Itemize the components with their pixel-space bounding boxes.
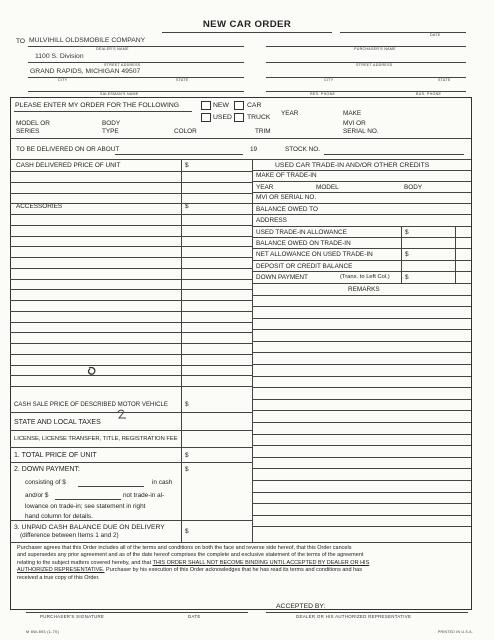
right-ruled-line: [252, 170, 471, 171]
remarks-ruled-line: [252, 376, 471, 377]
form-number: M 6W-893 (1-70): [26, 630, 60, 634]
remarks-ruled-line: [252, 434, 471, 435]
right-ruled-line: [252, 295, 471, 296]
stock-no-label: STOCK NO.: [285, 146, 321, 153]
serial-no-label: SERIAL NO.: [343, 128, 379, 135]
right-ruled-line: [252, 260, 471, 261]
delivered-year-prefix: 19: [250, 146, 258, 153]
dealer-city-value[interactable]: GRAND RAPIDS, MICHIGAN 49507: [30, 68, 141, 75]
remarks-ruled-line: [252, 480, 471, 481]
purchaser-street-caption: STREET ADDRESS: [356, 63, 393, 67]
accepted-by-label: ACCEPTED BY:: [276, 603, 326, 610]
right-ruled-line: [252, 203, 471, 204]
cash-sale-dollar: $: [185, 401, 189, 408]
color-label: COLOR: [174, 128, 197, 135]
make-label: MAKE: [343, 110, 362, 117]
left-ruled-line: [10, 343, 253, 344]
right-ruled-line: [252, 248, 471, 249]
purchaser-signature-caption: PURCHASER'S SIGNATURE: [40, 614, 105, 619]
left-section-line: [10, 462, 253, 463]
left-ruled-line: [10, 236, 253, 237]
right-ruled-line: [252, 214, 471, 215]
left-ruled-line: [10, 375, 253, 376]
right-ruled-line: [252, 271, 471, 272]
down-payment-right-dollar: $: [405, 274, 409, 281]
remarks-ruled-line: [252, 445, 471, 446]
remarks-ruled-line: [252, 364, 471, 365]
accessories-label: ACCESSORIES: [16, 203, 63, 210]
remarks-ruled-line: [252, 422, 471, 423]
left-section-line: [10, 412, 253, 413]
new-checkbox[interactable]: [201, 101, 211, 110]
mvi-or-label: MVI OR: [343, 120, 366, 127]
down-payment-right-note: (Trans. to Left Col.): [340, 274, 390, 280]
dealer-city-caption: CITY: [58, 78, 68, 82]
trade-mvi-label: MVI OR SERIAL NO.: [256, 194, 317, 201]
agreement-text: [17, 545, 469, 582]
left-ruled-line: [10, 300, 253, 301]
right-ruled-line: [252, 237, 471, 238]
truck-label: TRUCK: [247, 114, 271, 121]
new-label: NEW: [213, 102, 229, 109]
left-ruled-line: [10, 365, 253, 366]
make-of-trade-label: MAKE OF TRADE-IN: [256, 172, 317, 179]
deposit-label: DEPOSIT OR CREDIT BALANCE: [256, 263, 353, 270]
agreement-line-4b: Purchaser by his execution of this Order acknowledges that he has read its terms and conditions and has: [106, 567, 362, 574]
left-ruled-line: [10, 246, 253, 247]
left-ruled-line: [10, 203, 253, 204]
remarks-ruled-line: [252, 503, 471, 504]
printed-in-usa: PRINTED IN U.S.A.: [438, 630, 474, 634]
agreement-authorized-rep: AUTHORIZED REPRESENTATIVE.: [17, 567, 105, 574]
remarks-ruled-line: [252, 468, 471, 469]
and-or-label: and/or $: [25, 492, 49, 499]
net-allowance-dollar: $: [405, 251, 409, 258]
unpaid-balance-label: 3. UNPAID CASH BALANCE DUE ON DELIVERY: [14, 524, 165, 531]
net-allowance-label: NET ALLOWANCE ON USED TRADE-IN: [256, 251, 373, 258]
trade-model-label: MODEL: [316, 184, 339, 191]
license-fee-label: LICENSE, LICENSE TRANSFER, TITLE, REGISTRATION FEE: [14, 436, 178, 442]
model-or-label: MODEL OR: [16, 120, 50, 127]
left-ruled-line: [10, 257, 253, 258]
dealer-rep-caption: DEALER OR HIS AUTHORIZED REPRESENTATIVE: [296, 614, 412, 619]
remarks-ruled-line: [252, 457, 471, 458]
car-label: CAR: [247, 102, 262, 109]
left-ruled-line: [10, 193, 253, 194]
dealer-street-value[interactable]: 1100 S. Division: [35, 53, 84, 60]
purchaser-state-caption: STATE: [438, 78, 451, 82]
remarks-ruled-line: [252, 341, 471, 342]
address-label: ADDRESS: [256, 217, 287, 224]
body-label: BODY: [102, 120, 121, 127]
dealer-name-caption: DEALER'S NAME: [96, 47, 129, 51]
left-ruled-line: [10, 268, 253, 269]
remarks-ruled-line: [252, 387, 471, 388]
car-checkbox[interactable]: [234, 101, 244, 110]
left-ruled-line: [10, 171, 253, 172]
remarks-ruled-line: [252, 352, 471, 353]
pen-mark-o: [86, 366, 98, 376]
right-ruled-line: [252, 192, 471, 193]
left-ruled-line: [10, 289, 253, 290]
year-label: YEAR: [281, 110, 299, 117]
left-ruled-line: [10, 279, 253, 280]
remarks-ruled-line: [252, 329, 471, 330]
cash-sale-price-label: CASH SALE PRICE OF DESCRIBED MOTOR VEHICLE: [14, 401, 168, 408]
series-label: SERIES: [16, 128, 40, 135]
cash-delivered-dollar: $: [185, 162, 189, 169]
left-ruled-line: [10, 332, 253, 333]
agreement-line-3a: relating to the subject matters covered hereby, and that: [17, 559, 152, 566]
remarks-ruled-line: [252, 526, 471, 527]
left-ruled-line: [10, 322, 253, 323]
trim-label: TRIM: [255, 128, 271, 135]
dealer-name-value[interactable]: MULVIHILL OLDSMOBILE COMPANY: [29, 37, 146, 44]
remarks-ruled-line: [252, 410, 471, 411]
agreement-line-2: and supersedes any prior agreement and as of the date hereof comprises the complete and exclusive statement of the terms of the agreement: [17, 552, 364, 559]
used-checkbox[interactable]: [201, 113, 211, 122]
left-ruled-line: [10, 182, 253, 183]
down-payment-label: 2. DOWN PAYMENT:: [14, 466, 80, 473]
remarks-ruled-line: [252, 306, 471, 307]
consisting-of-label: consisting of $: [25, 479, 66, 486]
pen-mark-2: [116, 409, 128, 419]
used-label: USED: [213, 114, 232, 121]
unpaid-balance-note: (difference between Items 1 and 2): [20, 532, 119, 539]
down-payment-right-label: DOWN PAYMENT: [256, 274, 308, 281]
signature-date-caption: DATE: [188, 614, 201, 619]
state-local-taxes-label: STATE AND LOCAL TAXES: [14, 419, 101, 426]
trade-body-label: BODY: [404, 184, 423, 191]
to-label: TO: [16, 38, 26, 45]
left-section-line: [10, 520, 253, 521]
hand-column-label: hand column for details.: [25, 513, 93, 520]
in-cash-label: in cash: [152, 479, 173, 486]
date-caption: DATE: [430, 33, 441, 37]
balance-owed-trade-label: BALANCE OWED ON TRADE-IN: [256, 240, 351, 247]
truck-checkbox[interactable]: [234, 113, 244, 122]
left-section-line: [10, 447, 253, 448]
remarks-ruled-line: [252, 399, 471, 400]
left-section-line: [10, 430, 253, 431]
left-ruled-line: [10, 354, 253, 355]
dealer-street-caption: STREET ADDRESS: [104, 63, 141, 67]
agreement-line-1: Purchaser agrees that this Order includes all of the terms and conditions on both the face and reverse side hereof, that this Order cancels: [17, 545, 352, 551]
trade-year-label: YEAR: [256, 184, 274, 191]
left-ruled-line: [10, 311, 253, 312]
lowance-label: lowance on trade-in; see statement in right: [25, 503, 146, 510]
remarks-ruled-line: [252, 515, 471, 516]
left-ruled-line: [10, 214, 253, 215]
agreement-line-5: received a true copy of this Order.: [17, 574, 100, 581]
allowance-dollar: $: [405, 229, 409, 236]
type-label: TYPE: [102, 128, 119, 135]
remarks-ruled-line: [252, 492, 471, 493]
please-enter-label: PLEASE ENTER MY ORDER FOR THE FOLLOWING: [15, 102, 180, 109]
bus-phone-caption: BUS. PHONE: [416, 92, 442, 96]
right-ruled-line: [252, 226, 471, 227]
total-price-dollar: $: [185, 452, 189, 459]
allowance-label: USED TRADE-IN ALLOWANCE: [256, 229, 347, 236]
trade-in-header: USED CAR TRADE-IN AND/OR OTHER CREDITS: [275, 162, 430, 169]
right-ruled-line: [252, 283, 471, 284]
agreement-binding-clause: THIS ORDER SHALL NOT BECOME BINDING UNTIL ACCEPTED BY DEALER OR HIS: [152, 559, 370, 566]
res-phone-caption: RES. PHONE: [310, 92, 336, 96]
down-payment-dollar: $: [185, 466, 189, 473]
left-ruled-line: [10, 225, 253, 226]
balance-owed-to-label: BALANCE OWED TO: [256, 206, 318, 213]
delivered-label: TO BE DELIVERED ON OR ABOUT: [16, 146, 120, 153]
left-ruled-line: [10, 386, 253, 387]
total-price-label: 1. TOTAL PRICE OF UNIT: [14, 452, 97, 459]
purchaser-city-caption: CITY: [324, 78, 334, 82]
unpaid-dollar: $: [185, 528, 189, 535]
dealer-state-caption: STATE: [176, 78, 189, 82]
right-ruled-line: [252, 181, 471, 182]
remarks-label: REMARKS: [348, 286, 380, 293]
not-trade-label: not trade-in al-: [123, 492, 165, 499]
purchaser-name-caption: PURCHASER'S NAME: [354, 47, 396, 51]
accessories-dollar: $: [185, 203, 189, 210]
remarks-ruled-line: [252, 318, 471, 319]
salesman-caption: SALESMAN'S NAME: [100, 92, 139, 96]
cash-delivered-label: CASH DELIVERED PRICE OF UNIT: [16, 162, 121, 169]
form-title: NEW CAR ORDER: [202, 19, 292, 30]
